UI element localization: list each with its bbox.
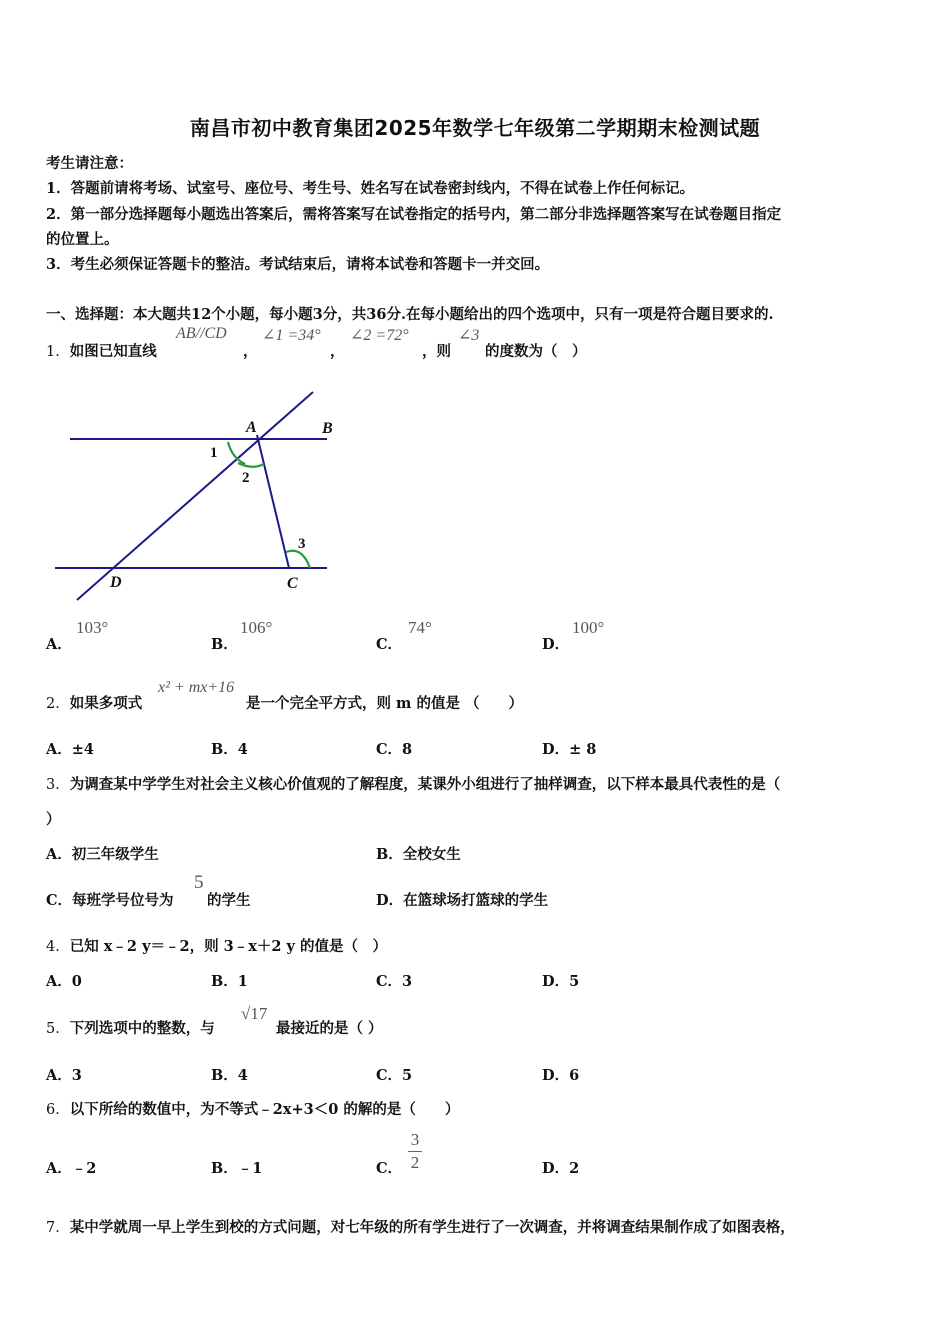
- page-title: 南昌市初中教育集团2025年数学七年级第二学期期末检测试题: [189, 116, 761, 140]
- q2-post: 是一个完全平方式，则 m 的值是 （ ）: [246, 695, 523, 712]
- q1-stem: [46, 340, 157, 361]
- q7-stem: [46, 1216, 795, 1237]
- q5-post: 最接近的是（ ）: [276, 1020, 383, 1037]
- q1-option-b-value: 106°: [240, 618, 273, 637]
- q1-option-a-label[interactable]: A．: [46, 636, 72, 653]
- q1-math-angle2: ∠2 =72°: [350, 327, 409, 344]
- q1-option-b-label[interactable]: B．: [211, 636, 238, 653]
- q5-option-c[interactable]: C．5: [376, 1067, 413, 1084]
- q5-pre: 下列选项中的整数，与: [69, 1020, 215, 1037]
- q4-text: 已知 x﹣2 y＝﹣2，则 3﹣x＋2 y 的值是（ ）: [69, 938, 387, 955]
- q1-option-d-value: 100°: [572, 618, 605, 637]
- label-angle-2: 2: [242, 470, 250, 486]
- q3-option-b[interactable]: B．全校女生: [376, 846, 461, 863]
- q1-option-a-value: 103°: [76, 618, 109, 637]
- q7-number: 7．: [46, 1220, 70, 1236]
- q3-option-c-pre: C．每班学号位号为: [46, 892, 174, 909]
- q4-option-b[interactable]: B．1: [211, 973, 248, 990]
- q6-fraction-bar: [408, 1151, 422, 1152]
- q1-math-parallel: AB//CD: [176, 325, 227, 342]
- q4-number: 4．: [46, 939, 70, 955]
- q3-option-d[interactable]: D．在篮球场打篮球的学生: [376, 892, 549, 909]
- label-angle-3: 3: [298, 536, 306, 552]
- q6-number: 6．: [46, 1102, 70, 1118]
- q5-option-d[interactable]: D．6: [542, 1067, 580, 1084]
- q2-option-c[interactable]: C．8: [376, 741, 413, 758]
- label-b: B: [322, 420, 333, 437]
- q2-stem: [46, 692, 142, 713]
- q5-option-a[interactable]: A．3: [46, 1067, 82, 1084]
- q2-option-b[interactable]: B．4: [211, 741, 248, 758]
- label-d: D: [110, 574, 122, 591]
- q2-expression: x² + mx+16: [158, 679, 235, 696]
- q4-option-c[interactable]: C．3: [376, 973, 413, 990]
- q1-pre: 如图已知直线: [69, 343, 157, 360]
- q1-then: ，则: [422, 343, 451, 360]
- label-angle-1: 1: [210, 445, 218, 461]
- q1-number: 1．: [46, 344, 70, 360]
- q3-option-c[interactable]: [46, 889, 174, 910]
- notice-item-1: 1．答题前请将考场、试室号、座位号、考生号、姓名写在试卷密封线内，不得在试卷上作任何标记。: [46, 180, 695, 197]
- q1-math-angle1: ∠1 =34°: [262, 327, 321, 344]
- q1-post: 的度数为（ ）: [485, 343, 587, 360]
- q2-number: 2．: [46, 696, 70, 712]
- q3-option-a[interactable]: A．初三年级学生: [46, 846, 159, 863]
- q6-option-c[interactable]: C．: [376, 1160, 403, 1177]
- q6-fraction: [408, 1130, 422, 1173]
- q6-text: 以下所给的数值中，为不等式﹣2x+3＜0 的解的是（ ）: [69, 1101, 460, 1118]
- q6-fraction-numerator: 3: [410, 1130, 420, 1149]
- q3-number: 3．: [46, 777, 70, 793]
- q5-option-b[interactable]: B．4: [211, 1067, 248, 1084]
- q3-line-2: ）: [46, 811, 61, 828]
- q1-comma-1: ，: [243, 343, 258, 360]
- q3-option-c-math: 5: [194, 872, 204, 893]
- q6-stem: [46, 1098, 459, 1119]
- segment-ac: [257, 435, 289, 568]
- q4-stem: [46, 935, 387, 956]
- notice-item-2: 2．第一部分选择题每小题选出答案后，需将答案写在试卷指定的括号内，第二部分非选择题答案写在试卷题目指定: [46, 206, 782, 223]
- q1-option-d-label[interactable]: D．: [542, 636, 570, 653]
- label-c: C: [287, 575, 298, 592]
- q6-fraction-denominator: 2: [410, 1153, 420, 1172]
- angle-3-arc: [286, 551, 310, 568]
- q1-option-c-label[interactable]: C．: [376, 636, 403, 653]
- section-heading: 一、选择题：本大题共12个小题，每小题3分，共36分.在每小题给出的四个选项中，只有一项是符合题目要求的.: [46, 306, 774, 323]
- q7-text: 某中学就周一早上学生到校的方式问题，对七年级的所有学生进行了一次调查，并将调查结果制作成了如图表格，: [69, 1219, 795, 1236]
- q1-geometry-figure: [40, 380, 350, 610]
- q3-line-1: 为调查某中学学生对社会主义核心价值观的了解程度，某课外小组进行了抽样调查，以下样本最具代表性的是（: [69, 776, 781, 793]
- angle-2-arc: [238, 463, 264, 467]
- q2-pre: 如果多项式: [69, 695, 143, 712]
- q6-option-b[interactable]: B．﹣1: [211, 1160, 263, 1177]
- q2-option-a[interactable]: A．±4: [46, 741, 94, 758]
- notice-header: 考生请注意：: [46, 155, 133, 172]
- q3-option-c-post: 的学生: [207, 892, 251, 909]
- notice-item-3: 3．考生必须保证答题卡的整洁。考试结束后，请将本试卷和答题卡一并交回。: [46, 256, 550, 273]
- q5-number: 5．: [46, 1021, 70, 1037]
- q1-comma-2: ，: [330, 343, 345, 360]
- q4-option-d[interactable]: D．5: [542, 973, 580, 990]
- label-a: A: [246, 419, 257, 436]
- q4-option-a[interactable]: A．0: [46, 973, 82, 990]
- q6-option-a[interactable]: A．﹣2: [46, 1160, 97, 1177]
- q5-sqrt: √17: [241, 1004, 268, 1023]
- q1-option-c-value: 74°: [408, 618, 432, 637]
- q5-stem: [46, 1017, 215, 1038]
- q6-option-d[interactable]: D．2: [542, 1160, 580, 1177]
- q1-math-angle3: ∠3: [458, 327, 480, 344]
- q3-stem: [46, 773, 780, 794]
- q2-option-d[interactable]: D．± 8: [542, 741, 597, 758]
- notice-item-2-cont: 的位置上。: [46, 231, 119, 248]
